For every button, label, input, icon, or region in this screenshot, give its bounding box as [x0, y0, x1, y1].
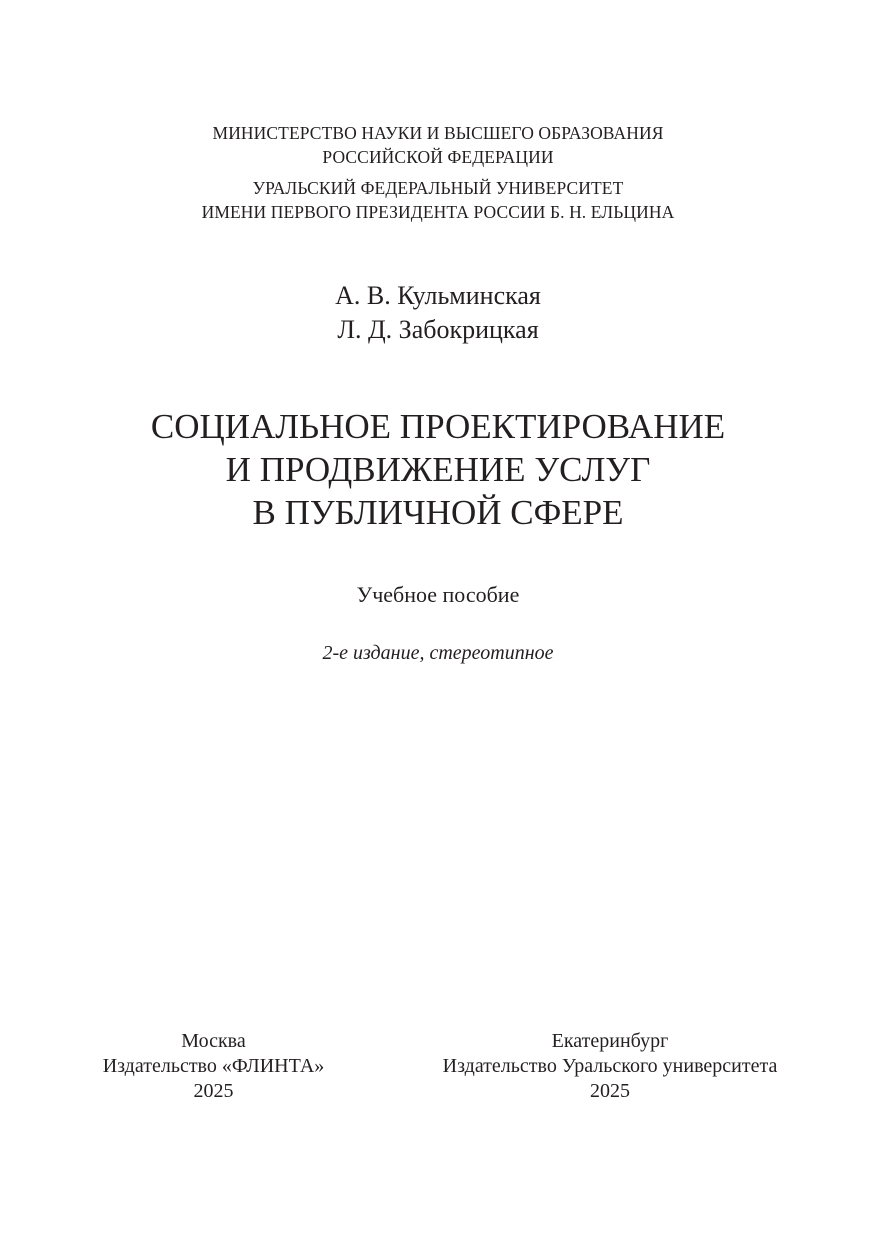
edition-note: 2-е издание, стереотипное — [322, 642, 554, 664]
book-title-line-2: И ПРОДВИЖЕНИЕ УСЛУГ — [225, 450, 651, 489]
imprint-left — [96, 1029, 331, 1104]
imprint-right — [432, 1029, 788, 1104]
university-line-1: УРАЛЬСКИЙ ФЕДЕРАЛЬНЫЙ УНИВЕРСИТЕТ — [252, 178, 624, 198]
university-line-2: ИМЕНИ ПЕРВОГО ПРЕЗИДЕНТА РОССИИ Б. Н. ЕЛЬЦИНА — [201, 202, 675, 222]
book-title-line-3: В ПУБЛИЧНОЙ СФЕРЕ — [252, 493, 624, 532]
imprint-right-year: 2025 — [590, 1080, 630, 1102]
book-subtitle: Учебное пособие — [356, 582, 520, 607]
imprint-left-publisher: Издательство «ФЛИНТА» — [102, 1055, 325, 1077]
imprint-left-year: 2025 — [193, 1080, 234, 1102]
ministry-line-1: МИНИСТЕРСТВО НАУКИ И ВЫСШЕГО ОБРАЗОВАНИЯ — [212, 123, 664, 143]
author-1: А. В. Кульминская — [335, 281, 541, 310]
author-2: Л. Д. Забокрицкая — [337, 315, 539, 344]
ministry-line-2: РОССИЙСКОЙ ФЕДЕРАЦИИ — [322, 147, 554, 167]
imprint-right-city: Екатеринбург — [551, 1030, 669, 1052]
book-title-line-1: СОЦИАЛЬНОЕ ПРОЕКТИРОВАНИЕ — [150, 407, 726, 446]
imprint-left-city: Москва — [181, 1030, 246, 1052]
imprint-right-publisher: Издательство Уральского университета — [442, 1055, 778, 1077]
